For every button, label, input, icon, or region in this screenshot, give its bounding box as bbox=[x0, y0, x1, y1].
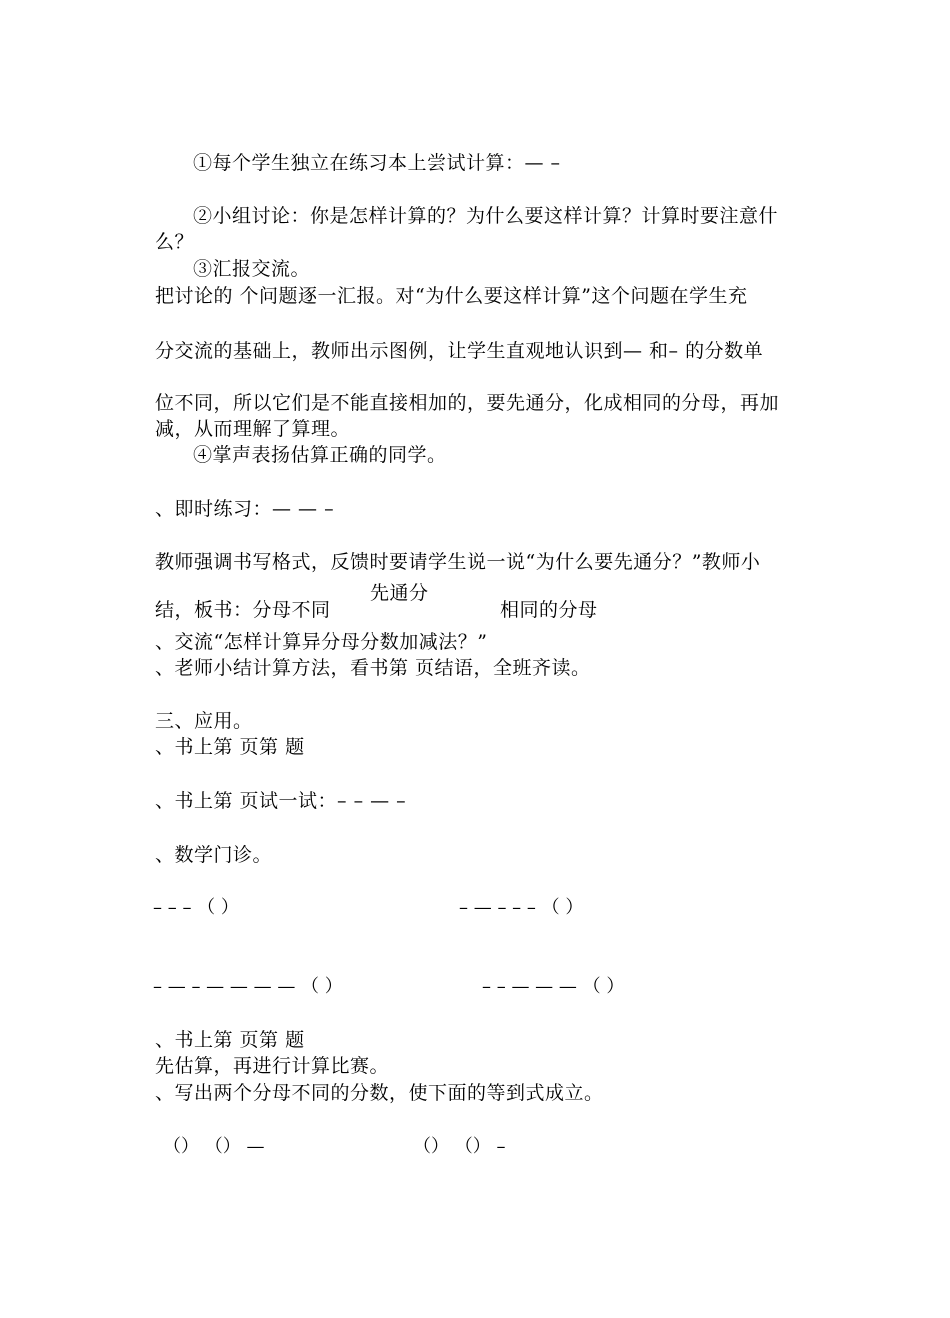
clinic-expression-1: – – – （ ） bbox=[153, 897, 239, 918]
paragraph-line-2: 分交流的基础上，教师出示图例，让学生直观地认识到— 和– 的分数单 bbox=[155, 340, 764, 362]
teacher-emphasis: 教师强调书写格式，反馈时要请学生说一说“为什么要先通分？”教师小 bbox=[155, 551, 761, 573]
step-3-report: ③汇报交流。 bbox=[193, 258, 311, 280]
paragraph-line-3: 位不同，所以它们是不能直接相加的，要先通分，化成相同的分母，再加 bbox=[155, 392, 780, 414]
paragraph-line-4: 减，从而理解了算理。 bbox=[155, 418, 351, 440]
instant-practice: 、即时练习：— — – bbox=[155, 498, 335, 520]
section-three-heading: 三、应用。 bbox=[155, 710, 253, 732]
estimate-competition: 先估算，再进行计算比赛。 bbox=[155, 1055, 390, 1077]
paragraph-line-1: 把讨论的 个问题逐一汇报。对“为什么要这样计算”这个问题在学生充 bbox=[155, 285, 748, 307]
clinic-expression-3: – — – — — — — （ ） bbox=[153, 976, 343, 997]
step-4-praise: ④掌声表扬估算正确的同学。 bbox=[193, 444, 447, 466]
book-exercise-1: 、书上第 页第 题 bbox=[155, 736, 305, 758]
board-summary-left: 结，板书：分母不同 bbox=[155, 599, 331, 621]
exchange-methods: 、交流“怎样计算异分母分数加减法？” bbox=[155, 631, 488, 653]
math-clinic: 、数学门诊。 bbox=[155, 844, 273, 866]
clinic-expression-2: – — – – – （ ） bbox=[459, 897, 584, 918]
equation-blank-1: （） （） — bbox=[163, 1136, 265, 1157]
board-summary-arrow-label: 先通分 bbox=[370, 582, 429, 604]
step-1-independent-calculation: ①每个学生独立在练习本上尝试计算：— – bbox=[193, 152, 561, 174]
step-2-group-discussion-cont: 么？ bbox=[155, 231, 195, 253]
teacher-summary: 、老师小结计算方法，看书第 页结语，全班齐读。 bbox=[155, 657, 591, 679]
book-exercise-2: 、书上第 页第 题 bbox=[155, 1029, 305, 1051]
step-2-group-discussion: ②小组讨论：你是怎样计算的？为什么要这样计算？计算时要注意什 bbox=[193, 205, 779, 227]
write-two-fractions: 、写出两个分母不同的分数，使下面的等到式成立。 bbox=[155, 1082, 604, 1104]
book-try-it: 、书上第 页试一试：– – — – bbox=[155, 790, 407, 812]
clinic-expression-4: – – — — — （ ） bbox=[482, 976, 625, 997]
board-summary-right: 相同的分母 bbox=[500, 599, 598, 621]
equation-blank-2: （） （） – bbox=[413, 1136, 506, 1157]
